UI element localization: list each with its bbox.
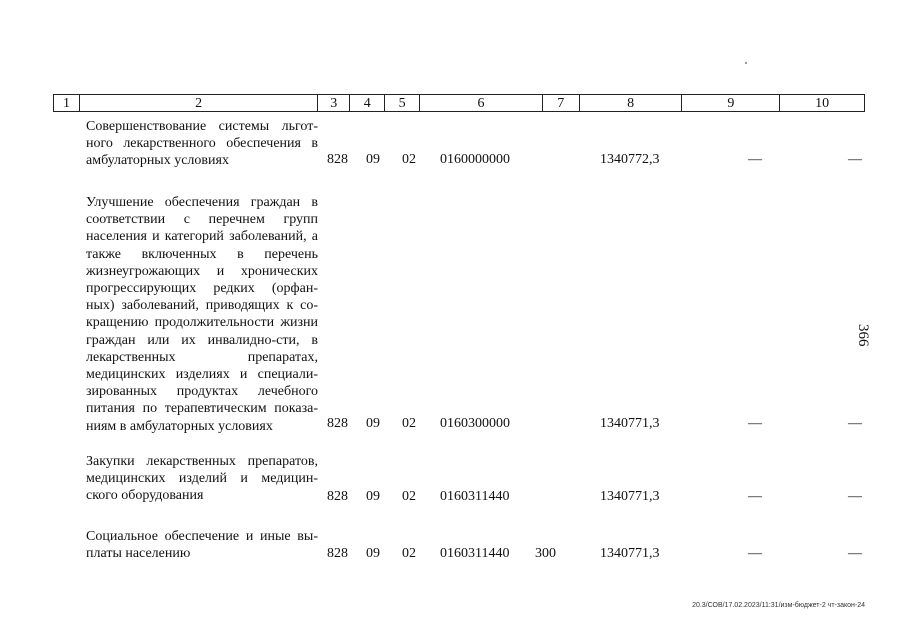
row-1-col9: — (748, 152, 762, 167)
row-1-col8: 1340772,3 (600, 152, 660, 167)
header-col-1: 1 (54, 95, 80, 111)
header-col-6: 6 (420, 95, 543, 111)
row-1-col3: 828 (327, 152, 348, 167)
row-4-col6: 0160311440 (440, 546, 510, 561)
row-2-col8: 1340771,3 (600, 416, 660, 431)
scan-speck (745, 62, 747, 64)
row-1-description: Совершенствование системы льгот-ного лекарственного обеспечения в амбулаторных условиях (86, 119, 318, 169)
header-col-5: 5 (385, 95, 420, 111)
header-col-4: 4 (350, 95, 385, 111)
row-3-col5: 02 (402, 489, 416, 504)
row-1-col10: — (848, 152, 862, 167)
row-4-col4: 09 (366, 546, 380, 561)
row-3-col3: 828 (327, 489, 348, 504)
row-4-col5: 02 (402, 546, 416, 561)
row-3-col4: 09 (366, 489, 380, 504)
column-number-header (53, 94, 865, 112)
row-1-col6: 0160000000 (440, 152, 510, 167)
header-col-10: 10 (815, 96, 830, 111)
row-4-col3: 828 (327, 546, 348, 561)
row-4-col7: 300 (535, 546, 556, 561)
row-3-col9: — (748, 489, 762, 504)
page-number: 366 (855, 324, 871, 347)
footer-stamp: 20.3/СОВ/17.02.2023/11:31/изм-бюджет-2 чт-закон-24 (692, 602, 865, 609)
row-3-description: Закупки лекарственных препаратов, медицинских изделий и медицин-ского оборудования (86, 454, 318, 504)
row-4-col10: — (848, 546, 862, 561)
header-col-9: 9 (682, 95, 780, 111)
row-3-col6: 0160311440 (440, 489, 510, 504)
row-2-col3: 828 (327, 416, 348, 431)
row-1-col4: 09 (366, 152, 380, 167)
header-col-3: 3 (318, 95, 350, 111)
header-col-8: 8 (580, 95, 683, 111)
row-2-col5: 02 (402, 416, 416, 431)
row-3-col8: 1340771,3 (600, 489, 660, 504)
row-4-col9: — (748, 546, 762, 561)
row-2-col4: 09 (366, 416, 380, 431)
row-2-col6: 0160300000 (440, 416, 510, 431)
row-2-col9: — (748, 416, 762, 431)
row-1-col5: 02 (402, 152, 416, 167)
row-4-description: Социальное обеспечение и иные вы-платы населению (86, 529, 318, 562)
header-col-7: 7 (543, 95, 580, 111)
row-2-description: Улучшение обеспечения граждан в соответствии с перечнем групп населения и категорий заболеваний, а также включенных в перечень жизнеугрожающих и хронических прогрессирующих редких (орфан-ных) заболеваний, приводящих к со-кращению продолжительности жизни граждан или их инвалидно-сти, в лекарственных препаратах, медицинских изделиях и специали-зированных продуктах лечебного питания по терапевтическим показа-ниям в амбулаторных условиях (86, 195, 318, 434)
row-2-col10: — (848, 416, 862, 431)
header-col-2: 2 (80, 95, 318, 111)
row-4-col8: 1340771,3 (600, 546, 660, 561)
row-3-col10: — (848, 489, 862, 504)
